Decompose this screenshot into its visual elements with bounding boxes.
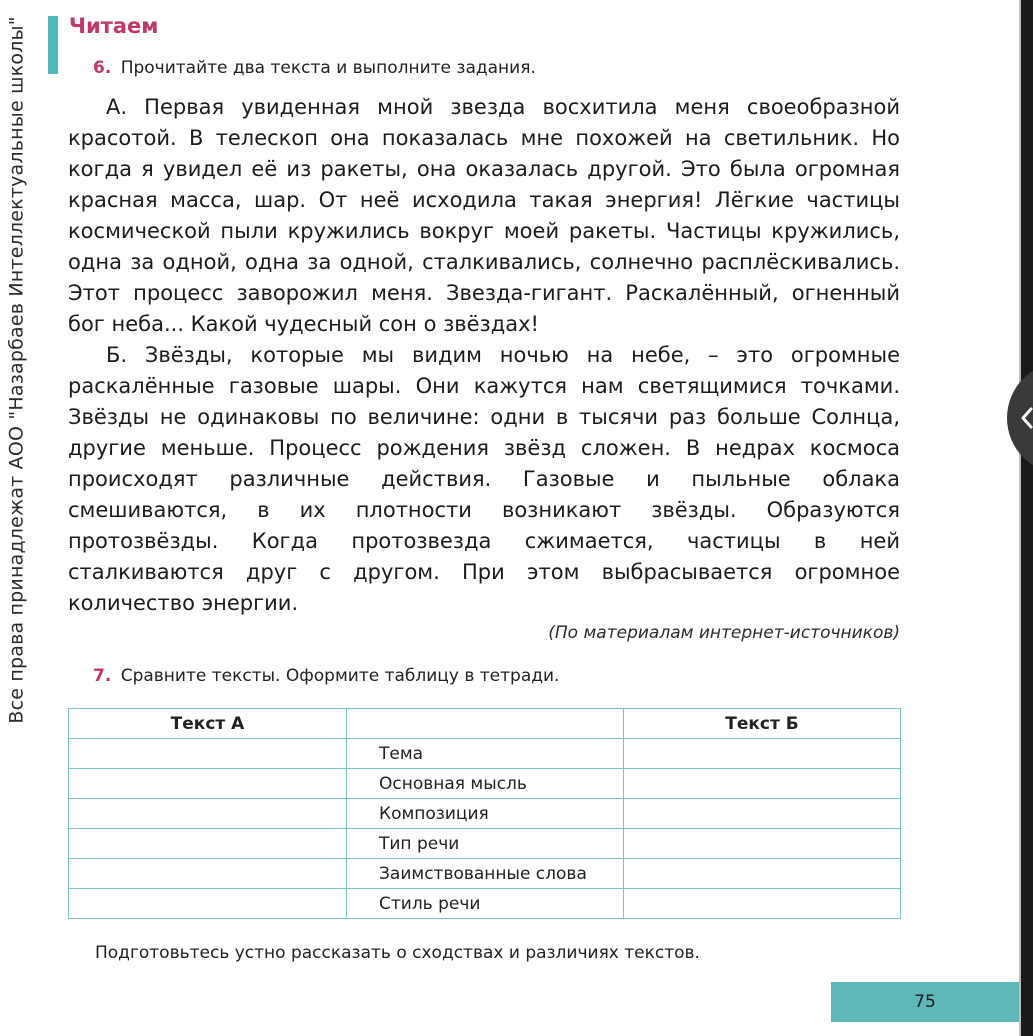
chevron-left-icon [1019, 406, 1033, 430]
cell-a [69, 859, 347, 889]
cell-b [624, 889, 901, 919]
table-row [69, 769, 901, 799]
task-7-number: 7. [93, 666, 112, 686]
criteria-cell: Тема [347, 739, 624, 769]
section-title: Читаем [69, 14, 159, 38]
section-accent-bar [48, 16, 58, 74]
table-row [69, 889, 901, 919]
text-a-paragraph: А. Первая увиденная мной звезда восхитила меня своеобразной красотой. В телескоп она показалась мне похожей на светильник. Но когда я увидел её из ракеты, она оказалась другой. Это была огромная красная масса, шар. От неё исходила такая энергия! Лёгкие частицы космической пыли кружились вокруг моей ракеты. Частицы кружились, одна за одной, одна за одной, сталкивались, солнечно расплёскивались. Этот процесс заворожил меня. Звезда-гигант. Раскалённый, огненный бог неба... Какой чудесный сон о звёздах! [68, 95, 900, 336]
cell-b [624, 799, 901, 829]
cell-a [69, 889, 347, 919]
header-criteria [347, 709, 624, 739]
cell-a [69, 739, 347, 769]
cell-b [624, 859, 901, 889]
final-instruction: Подготовьтесь устно рассказать о сходствах и различиях текстов. [95, 943, 700, 963]
task-7 [93, 666, 559, 686]
table-row [69, 829, 901, 859]
task-6-number: 6. [93, 58, 112, 78]
copyright-text: Все права принадлежат АОО "Назарбаев Интеллектуальные школы" [6, 16, 29, 724]
criteria-cell: Основная мысль [347, 769, 624, 799]
viewer-edge-strip [1021, 0, 1033, 1036]
cell-b [624, 769, 901, 799]
table-row [69, 799, 901, 829]
table-header-row [69, 709, 901, 739]
table-row [69, 739, 901, 769]
task-7-text: Сравните тексты. Оформите таблицу в тетради. [120, 666, 560, 686]
cell-a [69, 829, 347, 859]
table-row [69, 859, 901, 889]
comparison-table [68, 708, 901, 919]
header-text-b: Текст Б [624, 709, 901, 739]
reading-texts [68, 92, 900, 619]
criteria-cell: Стиль речи [347, 889, 624, 919]
criteria-cell: Тип речи [347, 829, 624, 859]
cell-b [624, 739, 901, 769]
source-note: (По материалам интернет-источников) [548, 623, 900, 643]
criteria-cell: Композиция [347, 799, 624, 829]
text-b-paragraph: Б. Звёзды, которые мы видим ночью на небе, – это огромные раскалённые газовые шары. Они кажутся нам светящимися точками. Звёзды не одинаковы по величине: одни в тысячи раз больше Солнца, другие меньше. Процесс рождения звёзд сложен. В недрах космоса происходят различные действия. Газовые и пыльные облака смешиваются, в их плотности возникают звёзды. Образуются протозвёзды. Когда протозвезда сжимается, частицы в ней сталкиваются друг с другом. При этом выбрасывается огромное количество энергии. [68, 343, 900, 615]
cell-a [69, 769, 347, 799]
copyright-sidebar [0, 0, 34, 740]
criteria-cell: Заимствованные слова [347, 859, 624, 889]
task-6-text: Прочитайте два текста и выполните задания. [120, 58, 536, 78]
page-number-badge [831, 982, 1019, 1022]
cell-a [69, 799, 347, 829]
page-number: 75 [914, 992, 936, 1012]
task-6 [93, 58, 536, 78]
cell-b [624, 829, 901, 859]
header-text-a: Текст А [69, 709, 347, 739]
